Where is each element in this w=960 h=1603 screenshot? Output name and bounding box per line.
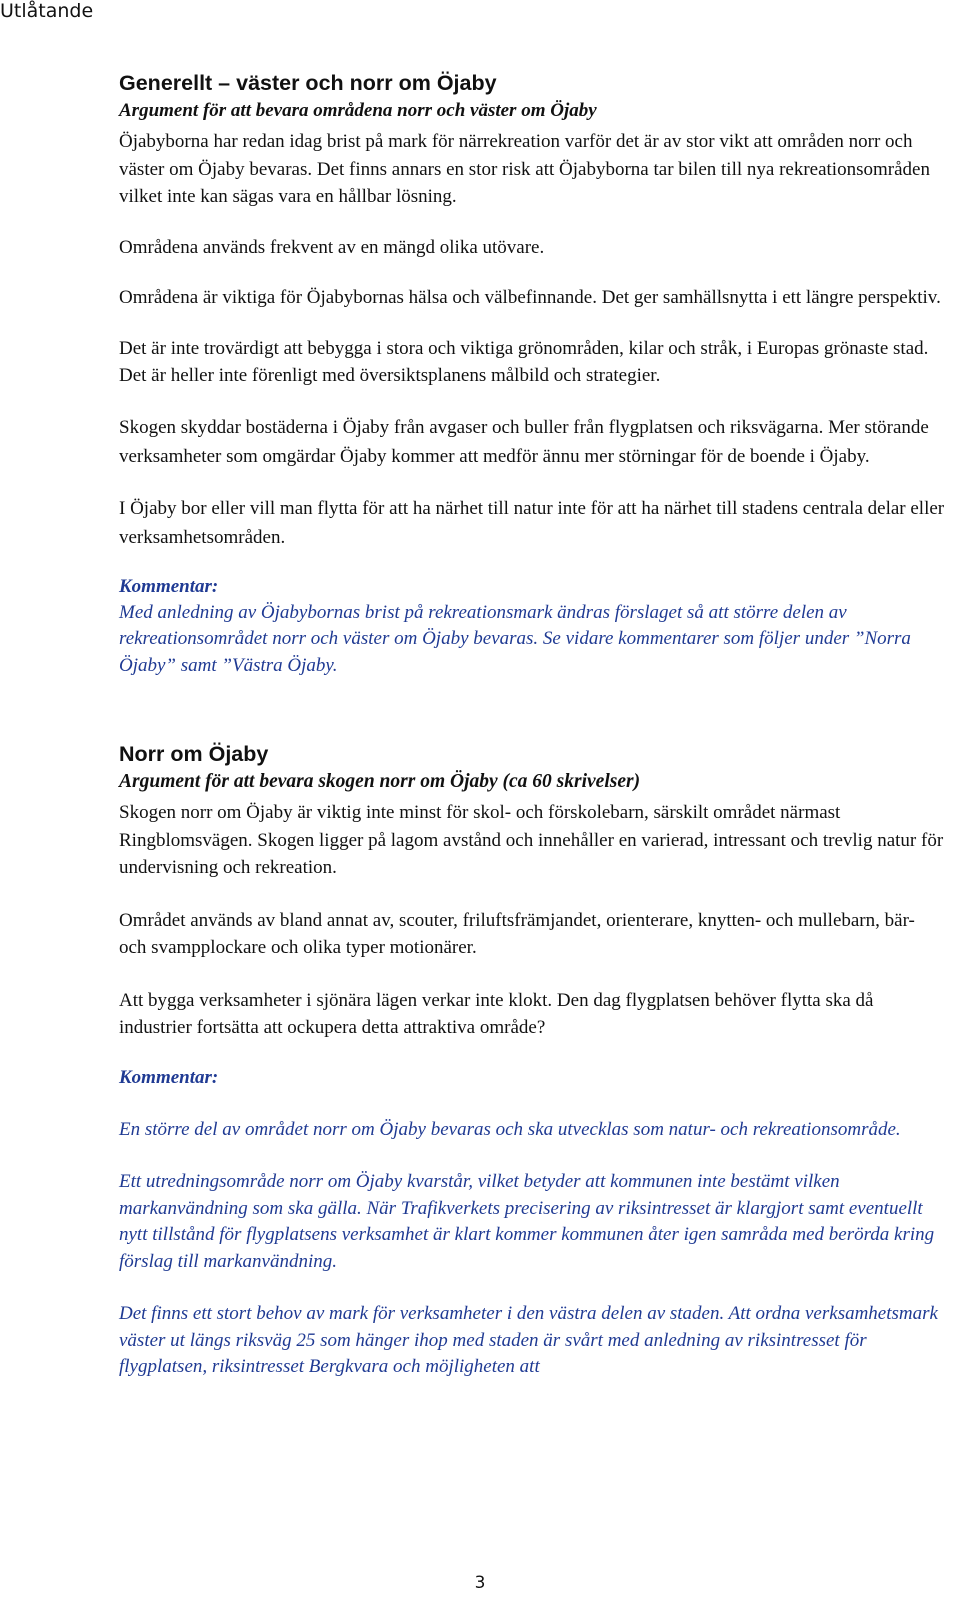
paragraph: Att bygga verksamheter i sjönära lägen verkar inte klokt. Den dag flygplatsen behöver flytta ska då industrier fortsätta att ockupera detta attraktiva område? [119, 989, 874, 1038]
paragraph: Det är inte trovärdigt att bebygga i stora och viktiga grönområden, kilar och stråk, i Europas grönaste stad. Det är heller inte förenligt med översiktsplanens målbild och strategier. [119, 337, 929, 386]
comment-label: Kommentar: [119, 1066, 219, 1088]
section-heading-north: Norr om Öjaby [119, 742, 269, 766]
comment-label: Kommentar: [119, 575, 219, 597]
paragraph: Områdena används frekvent av en mängd olika utövare. [119, 236, 545, 258]
section-subheading-general: Argument för att bevara områdena norr och väster om Öjaby [119, 100, 597, 121]
section-subheading-north: Argument för att bevara skogen norr om Öjaby (ca 60 skrivelser) [119, 771, 641, 792]
paragraph: Området används av bland annat av, scouter, friluftsfrämjandet, orienterare, knytten- och mullebarn, bär- och svampplockare och olika typer motionärer. [119, 909, 915, 958]
paragraph: Skogen norr om Öjaby är viktig inte minst för skol- och förskolebarn, särskilt området närmast Ringblomsvägen. Skogen ligger på lagom avstånd och innehåller en varierad, intressant och trevlig natur för undervisning och rekreation. [119, 802, 944, 878]
section-heading-general: Generellt – väster och norr om Öjaby [119, 71, 497, 95]
comment-text: En större del av området norr om Öjaby bevaras och ska utvecklas som natur- och rekreationsområde. [119, 1118, 901, 1140]
comment-text: Med anledning av Öjabybornas brist på rekreationsmark ändras förslaget så att större delen av rekreationsområdet norr och väster om Öjaby bevaras. Se vidare kommentarer som följer under ”Norra Öjaby” samt ”Västra Öjaby. [119, 601, 911, 676]
page-number: 3 [474, 1573, 486, 1593]
paragraph: Öjabyborna har redan idag brist på mark för närrekreation varför det är av stor vikt att områden norr och väster om Öjaby bevaras. Det finns annars en stor risk att Öjabyborna tar bilen till nya rekreationsområden vilket inte kan sägas vara en hållbar lösning. [119, 131, 930, 207]
paragraph: Områdena är viktiga för Öjabybornas hälsa och välbefinnande. Det ger samhällsnytta i ett längre perspektiv. [119, 287, 941, 308]
comment-text: Ett utredningsområde norr om Öjaby kvarstår, vilket betyder att kommunen inte bestämt vilken markanvändning som ska gälla. När Trafikverkets precisering av riksintresset är klargjort samt eventuellt nytt tillstånd för flygplatsens verksamhet är klart kommer kommunen åter igen samråda med berörda kring förslag till markanvändning. [119, 1171, 935, 1272]
document-header-label: Utlåtande [0, 0, 94, 22]
comment-text: Det finns ett stort behov av mark för verksamheter i den västra delen av staden. Att ordna verksamhetsmark väster ut längs riksväg 25 som hänger ihop med staden är svårt med anledning av riksintresset för flygplatsen, riksintresset Bergkvara och möjligheten att [119, 1303, 938, 1377]
paragraph: I Öjaby bor eller vill man flytta för att ha närhet till natur inte för att ha närhet till stadens centrala delar eller verksamhetsområden. [119, 497, 945, 548]
paragraph: Skogen skyddar bostäderna i Öjaby från avgaser och buller från flygplatsen och riksvägarna. Mer störande verksamheter som omgärdar Öjaby kommer att medför ännu mer störningar för de boende i Öjaby. [119, 416, 929, 467]
document-body [119, 70, 947, 1381]
